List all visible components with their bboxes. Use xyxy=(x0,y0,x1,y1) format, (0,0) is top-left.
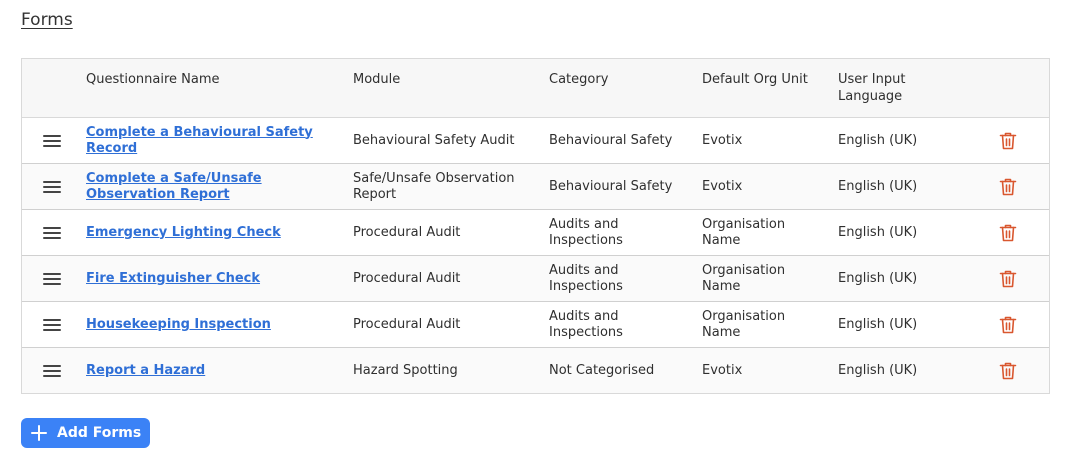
cell-org-unit: Evotix xyxy=(702,178,743,194)
drag-handle-icon xyxy=(43,319,61,331)
cell-module: Behavioural Safety Audit xyxy=(353,132,515,148)
cell-language: English (UK) xyxy=(838,316,918,332)
drag-handle[interactable] xyxy=(42,210,62,255)
table-row xyxy=(22,348,1049,393)
cell-questionnaire-name xyxy=(86,348,326,393)
delete-button[interactable] xyxy=(996,348,1020,393)
table-header xyxy=(22,59,1049,118)
trash-icon xyxy=(999,269,1017,289)
questionnaire-link[interactable]: Complete a Safe/Unsafe Observation Report xyxy=(86,170,262,202)
drag-handle-icon xyxy=(43,181,61,193)
cell-category: Behavioural Safety xyxy=(549,178,673,194)
cell-module: Safe/Unsafe Observation Report xyxy=(353,170,515,202)
drag-handle[interactable] xyxy=(42,256,62,301)
header-module: Module xyxy=(353,72,401,87)
delete-button[interactable] xyxy=(996,118,1020,163)
drag-handle[interactable] xyxy=(42,348,62,393)
cell-language: English (UK) xyxy=(838,178,918,194)
cell-org-unit: Evotix xyxy=(702,362,743,378)
header-category: Category xyxy=(549,72,609,87)
drag-handle-icon xyxy=(43,273,61,285)
trash-icon xyxy=(999,315,1017,335)
drag-handle[interactable] xyxy=(42,164,62,209)
header-questionnaire-name: Questionnaire Name xyxy=(86,72,220,87)
cell-language: English (UK) xyxy=(838,132,918,148)
table-row xyxy=(22,118,1049,164)
trash-icon xyxy=(999,177,1017,197)
plus-icon xyxy=(31,425,47,441)
cell-org-unit: Organisation Name xyxy=(702,308,786,340)
cell-module: Procedural Audit xyxy=(353,270,461,286)
cell-questionnaire-name xyxy=(86,210,326,255)
table-row xyxy=(22,256,1049,302)
questionnaire-link[interactable]: Housekeeping Inspection xyxy=(86,316,271,332)
table-body xyxy=(22,118,1049,393)
trash-icon xyxy=(999,361,1017,381)
cell-language: English (UK) xyxy=(838,362,918,378)
trash-icon xyxy=(999,131,1017,151)
cell-questionnaire-name xyxy=(86,302,326,347)
questionnaire-link[interactable]: Complete a Behavioural Safety Record xyxy=(86,124,313,156)
cell-questionnaire-name xyxy=(86,118,326,163)
cell-language: English (UK) xyxy=(838,270,918,286)
drag-handle-icon xyxy=(43,365,61,377)
drag-handle-icon xyxy=(43,227,61,239)
drag-handle[interactable] xyxy=(42,118,62,163)
delete-button[interactable] xyxy=(996,302,1020,347)
questionnaire-link[interactable]: Report a Hazard xyxy=(86,362,206,378)
questionnaire-link[interactable]: Emergency Lighting Check xyxy=(86,224,281,240)
delete-button[interactable] xyxy=(996,164,1020,209)
cell-language: English (UK) xyxy=(838,224,918,240)
delete-button[interactable] xyxy=(996,256,1020,301)
cell-category: Audits and Inspections xyxy=(549,308,623,340)
cell-org-unit: Organisation Name xyxy=(702,262,786,294)
header-user-input-language: User Input Language xyxy=(838,72,906,104)
cell-category: Audits and Inspections xyxy=(549,262,623,294)
header-default-org-unit: Default Org Unit xyxy=(702,72,808,87)
cell-org-unit: Evotix xyxy=(702,132,743,148)
cell-category: Behavioural Safety xyxy=(549,132,673,148)
page-title[interactable]: Forms xyxy=(21,10,73,30)
cell-module: Hazard Spotting xyxy=(353,362,458,378)
cell-questionnaire-name xyxy=(86,164,326,209)
cell-questionnaire-name xyxy=(86,256,326,301)
questionnaire-link[interactable]: Fire Extinguisher Check xyxy=(86,270,261,286)
add-forms-label: Add Forms xyxy=(57,425,142,441)
drag-handle[interactable] xyxy=(42,302,62,347)
drag-handle-icon xyxy=(43,135,61,147)
table-row xyxy=(22,210,1049,256)
delete-button[interactable] xyxy=(996,210,1020,255)
cell-org-unit: Organisation Name xyxy=(702,216,786,248)
cell-module: Procedural Audit xyxy=(353,316,461,332)
cell-category: Audits and Inspections xyxy=(549,216,623,248)
add-forms-button[interactable] xyxy=(21,418,150,448)
cell-category: Not Categorised xyxy=(549,362,655,378)
forms-table xyxy=(21,58,1050,394)
trash-icon xyxy=(999,223,1017,243)
table-row xyxy=(22,302,1049,348)
table-row xyxy=(22,164,1049,210)
cell-module: Procedural Audit xyxy=(353,224,461,240)
